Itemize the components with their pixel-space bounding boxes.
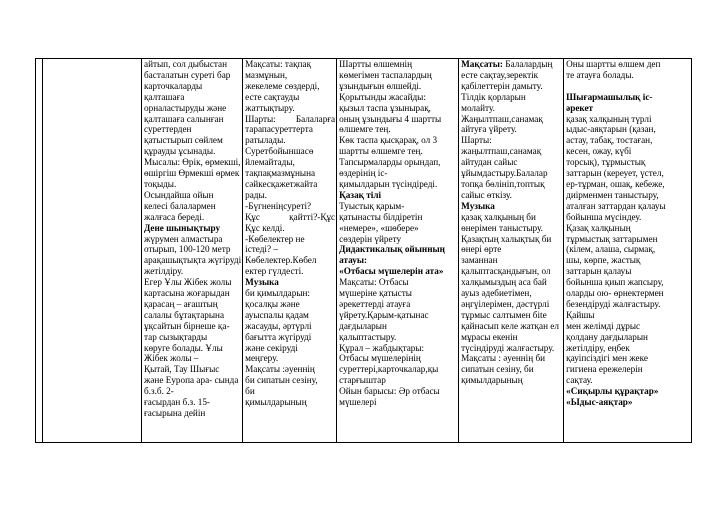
- cell-line: сақтау.: [566, 375, 593, 386]
- cell-line: кесен, ожау, күбі: [566, 146, 632, 157]
- cell-line: ектер гүлдесті.: [245, 266, 304, 277]
- cell-line: қайнасып келе жатқан ел: [461, 320, 559, 331]
- cell-line: Дидактикалық ойынның: [339, 244, 445, 255]
- cell-line: құрауды ұсынады.: [144, 146, 216, 157]
- cell-line: қосалқы және: [245, 298, 300, 309]
- cell-line: Мақсаты: тақпақ: [245, 59, 312, 69]
- cell-line: суреттері,карточкалар,қы: [339, 364, 439, 375]
- cell-line: меңгеру.: [245, 353, 279, 364]
- cell-line: және Еуропа ара- сында: [144, 375, 239, 386]
- cell-line: жекелеме сөздерді,: [245, 80, 320, 91]
- cell-line: Отбасы мүшелерінің: [339, 353, 421, 364]
- cell-line: Құрал – жабдықтары:: [339, 342, 425, 353]
- cell-line: Осындайша ойын: [144, 189, 214, 200]
- cell-line: Қайшы: [566, 309, 595, 320]
- cell-line: қалыптастыру.: [339, 331, 397, 342]
- cell-line: ұйымдастыру.Балалар: [461, 168, 548, 179]
- plan-table: [35, 58, 692, 443]
- cell-line: және секіруді: [245, 342, 298, 353]
- cell-line: қалташаға салынған: [144, 113, 224, 124]
- cell-line: өшіргіш Өрмекші өрмек: [144, 168, 240, 179]
- cell-line: жетілдіру.: [144, 266, 184, 277]
- cell-line: оның ұзындығы 4 шартты: [339, 113, 442, 124]
- cell-line: Мақсаты: Отбасы: [339, 277, 409, 288]
- cell-line: Қытай, Тау Шығыс: [144, 364, 220, 375]
- cell-line: ер-тұрман, ошақ, кебеже,: [566, 178, 665, 189]
- cell-line: қатыстырып сөйлем: [144, 135, 223, 146]
- cell-line: мүшелері: [339, 397, 377, 408]
- cell-line: ратылады.: [245, 135, 286, 146]
- cell-line: қалыптасқандығын, ол: [461, 266, 551, 277]
- cell-line: Музыка: [461, 200, 495, 211]
- cell-line: торсық), тұрмыстық: [566, 157, 646, 168]
- cell-line: Мақсаты : әуеннің би: [461, 353, 546, 364]
- cell-line: мазмұнын,: [245, 69, 288, 80]
- cell-line: айтудан сайыс: [461, 157, 518, 168]
- cell-line: оларды ою- өрнектермен: [566, 288, 664, 299]
- cell-line: қызыл таспа ұзынырақ,: [339, 102, 431, 113]
- cell-line: Тапсырмаларды орындап,: [339, 157, 441, 168]
- cell-line: би: [245, 386, 255, 397]
- cell-line: заттарын қалауы: [566, 266, 632, 277]
- cell-line: өнерімен таныстыру.: [461, 222, 543, 233]
- cell-line: қатынасты білдіретін: [339, 211, 423, 222]
- col-blank-narrow: [36, 59, 43, 443]
- cell-line: топқа бөлініп,топтық: [461, 178, 545, 189]
- cell-line: заттарын (кереует, үстел,: [566, 168, 664, 179]
- cell-line: безендіруді жалғастыру.: [566, 298, 661, 309]
- cell-line: мүшеріне қатысты: [339, 288, 412, 299]
- cell-line: қауіпсіздігі мен жеке: [566, 353, 648, 364]
- cell-line: сөздерін үйрету: [339, 233, 402, 244]
- cell-line: Қазақ халқының: [566, 222, 631, 233]
- cell-line: старғыштар: [339, 375, 386, 386]
- cell-line: «Отбасы мүшелерін ата»: [339, 266, 444, 277]
- cell-line: молайту.: [461, 102, 495, 113]
- cell-line: би сипатын сезіну,: [245, 375, 318, 386]
- table-row: [36, 59, 692, 443]
- cell-line: суреттерден: [144, 124, 192, 135]
- cell-line: бойынша қиып жапсыру,: [566, 277, 664, 288]
- cell-line: Музыка: [245, 277, 279, 288]
- cell-line: (кілем, алаша, сырмақ,: [566, 244, 656, 255]
- cell-line: қазақ халқының түрлі: [566, 113, 652, 124]
- cell-line: ұқсайтын бірнеше қа-: [144, 320, 230, 331]
- cell-line: ұзындығын өлшейді.: [339, 80, 422, 91]
- cell-line: карточкаларды: [144, 80, 203, 91]
- cell-line: есте сақтау,зеректік: [461, 69, 539, 80]
- cell-line: қимылдарының: [461, 375, 523, 386]
- cell-line: рады.: [245, 189, 267, 200]
- col-friday: [564, 59, 692, 443]
- cell-line: жаңылтпаш,санамақ: [461, 146, 542, 157]
- cell-line: есте сақтауды: [245, 91, 300, 102]
- cell-line: «Сиқырлы құрақтар»: [566, 386, 659, 397]
- cell-line: өздерінің іс-: [339, 168, 388, 179]
- cell-line: тұрмыс салтымен бite: [461, 309, 547, 320]
- cell-line: жалғаса береді.: [144, 211, 205, 222]
- cell-line: аталған заттардан қалауы: [566, 200, 666, 211]
- cell-line: Дене шынықтыру: [144, 222, 221, 233]
- cell-line: Құс келді.: [245, 222, 285, 233]
- cell-line: Шартты өлшемнің: [339, 59, 412, 69]
- cell-line: диірменмен таныстыру,: [566, 189, 659, 200]
- cell-line: өнері өрте: [461, 244, 502, 255]
- col-monday: [142, 59, 243, 443]
- cell-line: Қорытынды жасайды:: [339, 91, 426, 102]
- cell-line: ғасырына дейін: [144, 408, 206, 418]
- cell-line: жүрумен алмастыра: [144, 233, 223, 244]
- cell-line: қимылдарының: [245, 397, 307, 408]
- cell-line: [461, 59, 562, 70]
- cell-line: Қазақтың халықтық би: [461, 233, 552, 244]
- cell-line: сипатын сезіну, би: [461, 364, 534, 375]
- cell-line: отырып, 100-120 метр: [144, 244, 231, 255]
- cell-line: картасына жоғарыдан: [144, 288, 230, 299]
- cell-line: Ойын барысы: Әр отбасы: [339, 386, 440, 397]
- cell-line: ауыспалы қадам: [245, 309, 309, 320]
- cell-line: орналастыруды және: [144, 102, 227, 113]
- cell-line: мұрасы екенін: [461, 331, 518, 342]
- cell-line: әрекет: [566, 102, 594, 113]
- cell-line: Жаңылтпаш,санамақ: [461, 113, 543, 124]
- cell-line: түсіндіруді жалғастыру.: [461, 342, 555, 353]
- col-thursday: [459, 59, 564, 443]
- cell-line: Шығармашылық іс-: [566, 91, 653, 102]
- cell-line: йлемайтады,: [245, 157, 295, 168]
- cell-line: ғасырдан б.з. 15-: [144, 397, 210, 408]
- cell-line: би қимылдарын:: [245, 288, 310, 299]
- cell-line: қимылдарын түсіндіреді.: [339, 178, 438, 189]
- cell-line: Мақсаты :әуеннің: [245, 364, 315, 375]
- cell-line: Жібек жолы –: [144, 353, 199, 364]
- cell-line: шартты өлшемге тең.: [339, 146, 423, 157]
- cell-line: атауы:: [339, 255, 368, 266]
- line-rest: Балалардың: [503, 59, 553, 69]
- cell-line: тоқыды.: [144, 178, 177, 189]
- cell-line: қолдану дағдыларын: [566, 331, 648, 342]
- cell-line: те атауға болады.: [566, 69, 634, 80]
- cell-line: айтып, сол дыбыстан: [144, 59, 228, 69]
- line-bold-prefix: Мақсаты:: [461, 59, 503, 69]
- cell-line: салалы бұтақтарына: [144, 309, 225, 320]
- cell-line: Құс қайтті?-Құс: [245, 211, 336, 222]
- cell-line: Көк таспа қысқарақ, ол 3: [339, 135, 438, 146]
- cell-line: Тілдік қорларын: [461, 91, 526, 102]
- cell-line: Оны шартты өлшем деп: [566, 59, 661, 69]
- cell-line: шы, көрпе, жастық: [566, 255, 641, 266]
- cell-line: Қазақ тілі: [339, 189, 382, 200]
- cell-line: -Бүгненіңсуреті?: [245, 200, 312, 211]
- cell-line: Көбелектер.Көбел: [245, 255, 317, 266]
- cell-line: қарасаң – ағаштың: [144, 298, 218, 309]
- cell-line: айтуға үйрету.: [461, 124, 517, 135]
- cell-line: істеді? –: [245, 244, 278, 255]
- cell-line: [566, 81, 690, 92]
- cell-line: өлшемге тең.: [339, 124, 391, 135]
- cell-line: сайыс өткізу.: [461, 189, 512, 200]
- cell-line: келесі балалармен: [144, 200, 216, 211]
- cell-line: басталатын суреті бар: [144, 69, 231, 80]
- col-wednesday: [337, 59, 459, 443]
- cell-line: жетілдіру, еңбек: [566, 342, 630, 353]
- cell-line: Мысалы: Өрік, өрмекші,: [144, 157, 241, 168]
- cell-line: тар сызықтарды: [144, 331, 208, 342]
- cell-line: дағдыларын: [339, 320, 387, 331]
- cell-line: тақпақмазмұнына: [245, 168, 316, 179]
- cell-line: үйрету.Қарым-қатынас: [339, 309, 429, 320]
- cell-line: -Көбелектер не: [245, 233, 305, 244]
- cell-line: әрекеттерді атауға: [339, 298, 411, 309]
- col-blank: [43, 59, 142, 443]
- cell-line: ауыз әдебиетімен,: [461, 288, 532, 299]
- cell-line: әңгүілерімен, дәстүрлі: [461, 298, 550, 309]
- cell-line: Суретбойыншасө: [245, 146, 314, 157]
- cell-line: тұрмыстық заттарымен: [566, 233, 658, 244]
- cell-line: мен желімді дұрыс: [566, 320, 641, 331]
- cell-line: қазақ халқының би: [461, 211, 536, 222]
- cell-line: Егер Ұлы Жібек жолы: [144, 277, 232, 288]
- cell-line: тарапасуреттерта: [245, 124, 313, 135]
- cell-line: гигиена ережелерін: [566, 364, 643, 375]
- cell-line: Шарты:: [461, 135, 492, 146]
- cell-line: көмегімен таспалардың: [339, 69, 432, 80]
- cell-line: Туыстық қарым-: [339, 200, 405, 211]
- cell-line: көруге болады. Ұлы: [144, 342, 223, 353]
- cell-line: арақашықтықта жүгіруді: [144, 255, 242, 266]
- cell-line: «Ыдыс-аяқтар»: [566, 397, 633, 408]
- col-tuesday: [243, 59, 337, 443]
- cell-line: астау, табақ, тостаған,: [566, 135, 653, 146]
- cell-line: бойынша мүсіндеу.: [566, 211, 642, 222]
- cell-line: қабілеттерін дамыту.: [461, 80, 543, 91]
- cell-line: жасауды, әртүрлі: [245, 320, 312, 331]
- cell-line: ыдыс-аяқтарын (қазан,: [566, 124, 656, 135]
- cell-line: заманнан: [461, 255, 498, 266]
- cell-line: бағытта жүгіруді: [245, 331, 312, 342]
- cell-line: жаттықтыру.: [245, 102, 295, 113]
- cell-line: б.з.б. 2-: [144, 386, 174, 397]
- lesson-plan-table: [35, 58, 692, 443]
- cell-line: қалташаға: [144, 91, 185, 102]
- cell-line: «немере», «шөбере»: [339, 222, 419, 233]
- cell-line: халқымыздың аса бай: [461, 277, 547, 288]
- cell-line: сәйкесқажетжайта: [245, 178, 318, 189]
- cell-line: Шарты: Балаларға: [245, 113, 336, 124]
